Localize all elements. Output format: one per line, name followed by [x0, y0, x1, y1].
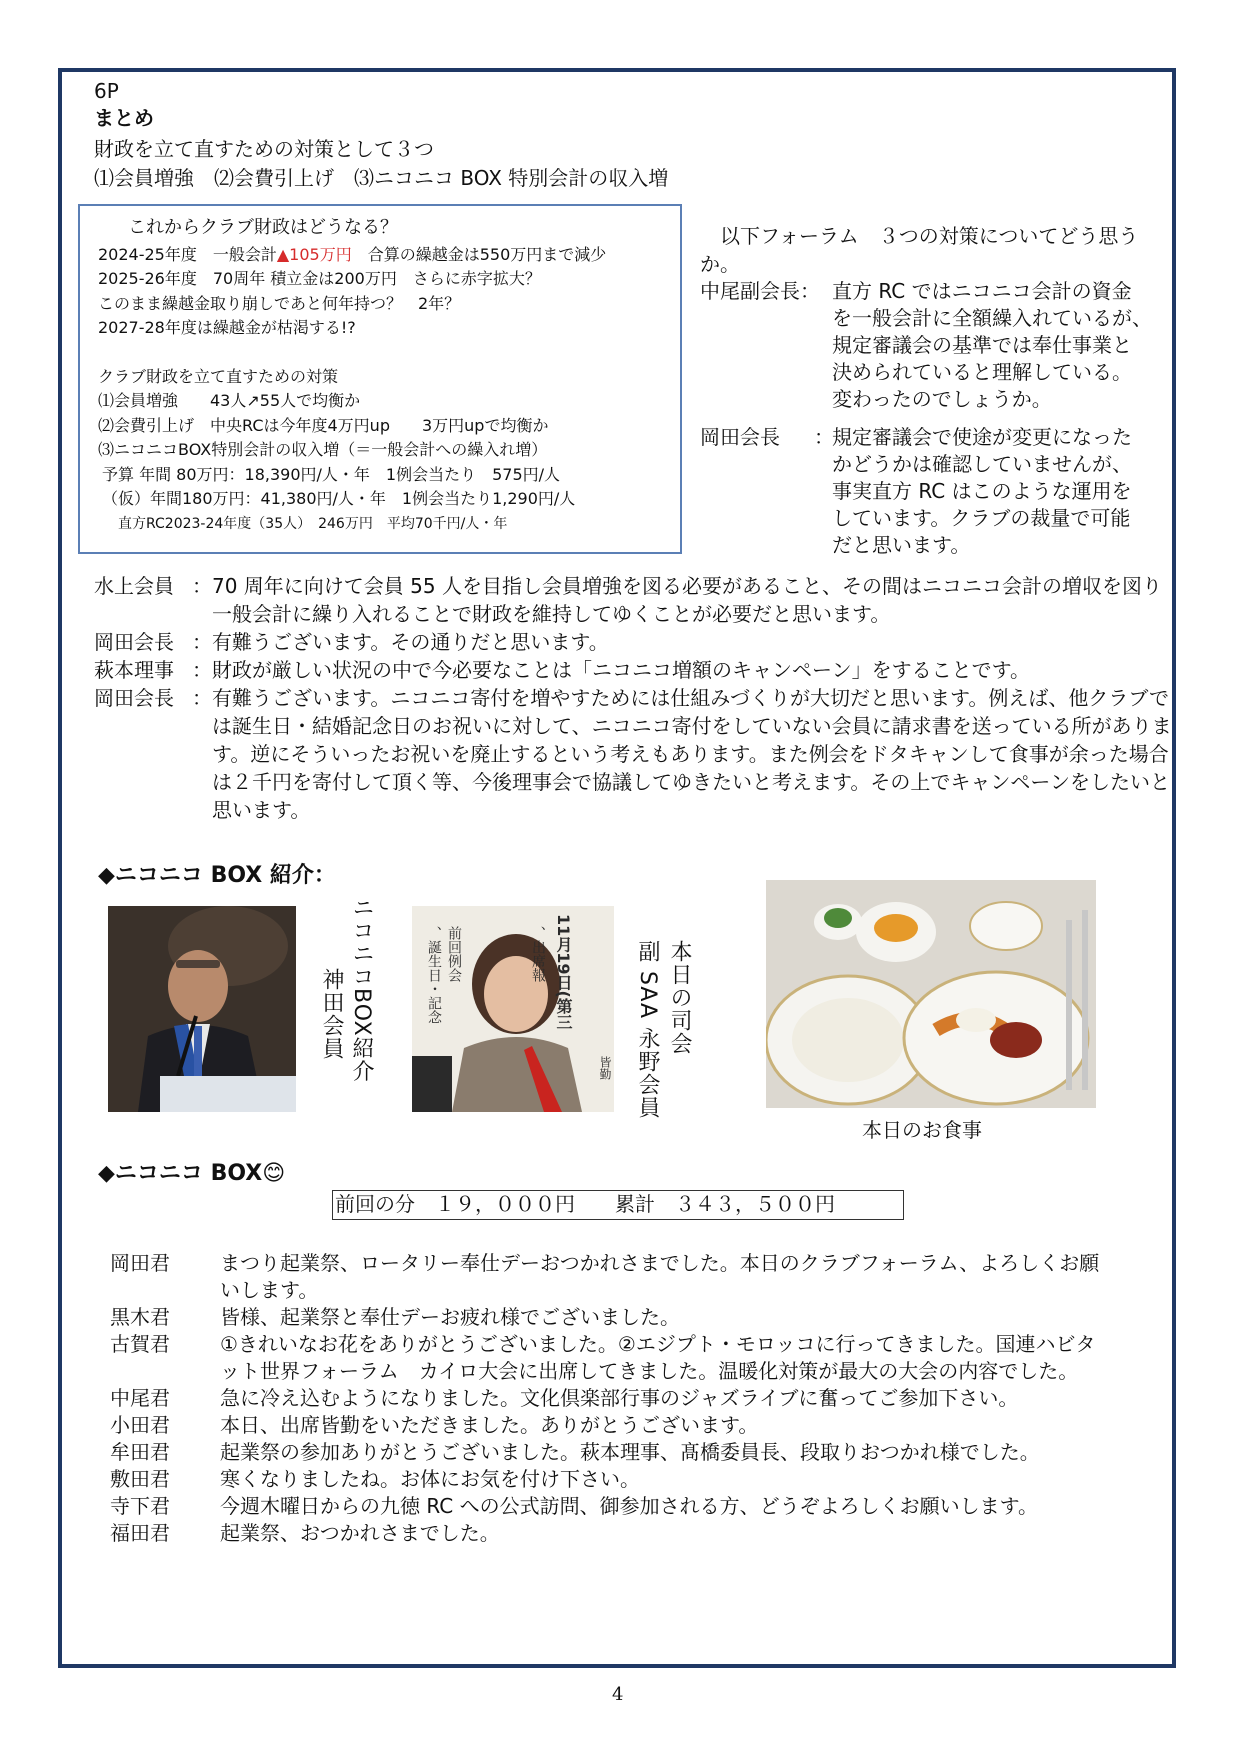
list-item: 中尾君 急に冷え込むようになりました。文化倶楽部行事のジャズライブに奮ってご参加下さい。: [110, 1386, 1019, 1410]
nikoniko-box-heading: ◆ニコニコ BOX😊: [98, 1161, 286, 1186]
summary-line-1: 財政を立て直すための対策として３つ: [94, 137, 434, 161]
photo-b-caption-title: 本日の司会: [667, 940, 692, 1055]
food-photo: [766, 880, 1096, 1108]
page-label: 6P: [94, 79, 119, 103]
list-item: 古賀君 ①きれいなお花をありがとうございました。②エジプト・モロッコに行ってきました。国連ハビタット世界フォーラム カイロ大会に出席してきました。温暖化対策が最大の大会の内容でした。: [110, 1332, 1096, 1383]
photo-b-sign-date: 11月19日(第三: [554, 914, 573, 1030]
info-line-1: 2024-25年度 一般会計▲105万円 合算の繰越金は550万円まで減少: [98, 244, 607, 264]
forum-dialogue: [94, 572, 1174, 824]
info-line-8: ⑶ニコニコBOX特別会計の収入増（＝一般会計への繰入れ増）: [98, 440, 548, 459]
nikoniko-intro-heading: ◆ニコニコ BOX 紹介：: [98, 863, 336, 888]
info-line-3: このまま繰越金取り崩しであと何年持つ？ 2年？: [98, 293, 461, 313]
info-line-2: 2025-26年度 70周年 積立金は200万円 さらに赤字拡大？: [98, 269, 541, 288]
photo-b-sign-3: 、誕生日・記念: [426, 926, 442, 1024]
finance-info-box: [78, 204, 682, 554]
dialogue-row: 水上会員 ： 70 周年に向けて会員 55 人を目指し会員増強を図る必要があること、その間はニコニコ会計の増収を図り一般会計に繰り入れることで財政を維持してゆくことが必要だと思います。: [94, 574, 1162, 626]
forum-speaker-2-colon: ：: [814, 425, 834, 449]
photo-b-caption-name: 副 SAA 永野会員: [635, 940, 660, 1120]
mc-photo-nagano: [412, 906, 614, 1112]
info-box-title: これからクラブ財政はどうなる？: [128, 217, 398, 238]
summary-line-2: ⑴会員増強 ⑵会費引上げ ⑶ニコニコ BOX 特別会計の収入増: [94, 166, 669, 190]
list-item: 岡田君 まつり起業祭、ロータリー奉仕デーおつかれさまでした。本日のクラブフォーラム、よろしくお願いします。: [110, 1251, 1100, 1302]
speaker-illustration: [108, 906, 296, 1112]
nikoniko-list: [110, 1250, 1110, 1547]
list-item: 敷田君 寒くなりましたね。お体にお気を付け下さい。: [110, 1467, 640, 1491]
info-line-9: 予算 年間 80万円：18,390円/人・年 1例会当たり 575円/人: [102, 464, 561, 484]
list-item: 福田君 起業祭、おつかれさまでした。: [110, 1521, 500, 1545]
summary-heading: まとめ: [94, 106, 154, 130]
info-line-7: ⑵会費引上げ 中央RCは今年度4万円up 3万円upで均衡か: [98, 415, 549, 435]
dialogue-row: 岡田会長 ： 有難うございます。その通りだと思います。: [94, 630, 609, 654]
forum-speaker-1-text: 直方 RC ではニコニコ会計の資金 を一般会計に全額繰入れているが、 規定審議会の基準では奉仕事業と 決められていると理解している。 変わったのでしょうか。: [832, 279, 1152, 411]
photo-b-sign-4: 皆勤: [598, 1056, 612, 1080]
list-item: 牟田君 起業祭の参加ありがとうございました。萩本理事、髙橋委員長、段取りおつかれ様でした。: [110, 1440, 1040, 1464]
list-item: 黒木君 皆様、起業祭と奉仕デーお疲れ様でございました。: [110, 1305, 680, 1329]
list-item: 寺下君 今週木曜日からの九徳 RC への公式訪問、御参加される方、どうぞよろしくお願いします。: [110, 1494, 1038, 1518]
nikoniko-summary-box: 前回の分 １９，０００円 累計 ３４３，５００円: [332, 1190, 904, 1220]
info-line-5: クラブ財政を立て直すための対策: [98, 366, 339, 386]
forum-speaker-2: 岡田会長: [700, 425, 780, 449]
photo-a-caption-name: 神田会員: [319, 968, 344, 1060]
forum-speaker-2-text: 規定審議会で使途が変更になった かどうかは確認していませんが、 事実直方 RC はこのような運用を しています。クラブの裁量で可能 だと思います。: [832, 425, 1132, 557]
info-line-11: 直方RC2023-24年度（35人） 246万円 平均70千円/人・年: [118, 515, 508, 532]
page-number: 4: [612, 1684, 624, 1705]
food-illustration: [766, 880, 1096, 1108]
speaker-photo-kanda: [108, 906, 296, 1112]
info-line-10: （仮）年間180万円：41,380円/人・年 1例会当たり1,290円/人: [102, 489, 576, 508]
info-line-4: 2027-28年度は繰越金が枯渇する!?: [98, 318, 356, 337]
dialogue-row: 岡田会長 ： 有難うございます。ニコニコ寄付を増やすためには仕組みづくりが大切だと思います。例えば、他クラブでは誕生日・結婚記念日のお祝いに対して、ニコニコ寄付をしていない会員に請求書を送っている所があります。逆にそういったお祝いを廃止するという考えもあります。また例会をドタキャンして食事が余った場合は２千円を寄付して頂く等、今後理事会で協議してゆきたいと考えます。その上でキャンペーンをしたいと思います。: [94, 686, 1172, 822]
forum-intro: 以下フォーラム ３つの対策についてどう思うか。: [700, 224, 1139, 276]
info-line-6: ⑴会員増強 43人↗55人で均衡か: [98, 391, 361, 410]
dialogue-row: 萩本理事 ： 財政が厳しい状況の中で今必要なことは「ニコニコ増額のキャンペーン」をすることです。: [94, 658, 1030, 682]
list-item: 小田君 本日、出席皆勤をいただきました。ありがとうございます。: [110, 1413, 759, 1437]
mc-illustration: [412, 906, 614, 1112]
photo-a-caption-title: ニコニコBOX紹介: [349, 896, 374, 1083]
photo-b-sign-2: 前回例会: [446, 926, 462, 982]
food-caption: 本日のお食事: [862, 1118, 982, 1142]
forum-speaker-1: 中尾副会長：: [700, 279, 820, 303]
photo-b-sign-1: 、出席報: [530, 926, 546, 982]
